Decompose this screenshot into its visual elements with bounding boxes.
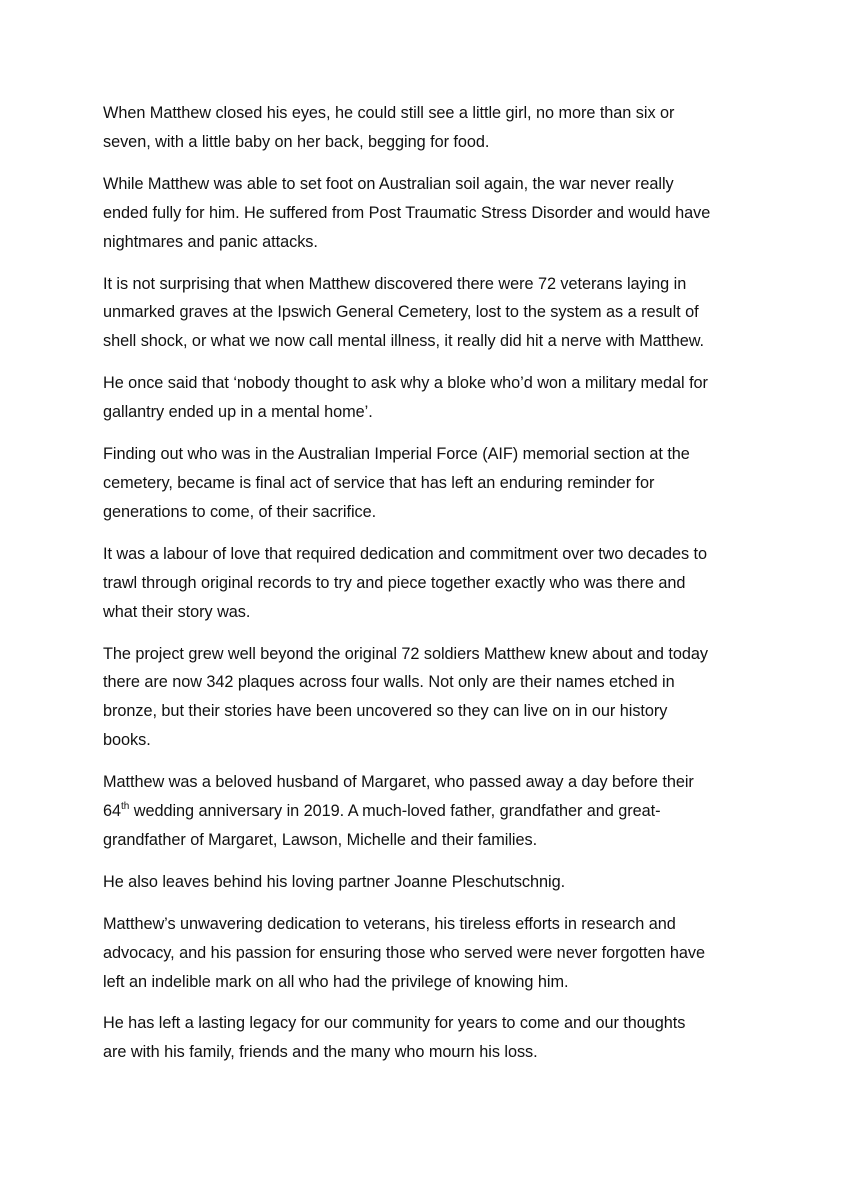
text-line: Matthew was a beloved husband of Margaret, who passed away a day before their [103, 773, 694, 792]
text-line: The project grew well beyond the original 72 soldiers Matthew knew about and today [103, 644, 708, 663]
text-line: trawl through original records to try and piece together exactly who was there and [103, 573, 686, 592]
text-line [103, 797, 763, 826]
text-line: When Matthew closed his eyes, he could still see a little girl, no more than six or [103, 104, 675, 122]
text-line: cemetery, became is final act of service that has left an enduring reminder for [103, 473, 655, 492]
text-line: It was a labour of love that required dedication and commitment over two decades to [103, 544, 708, 563]
paragraph-dedication [103, 910, 763, 997]
document-page [103, 99, 763, 1080]
text-line: Finding out who was in the Australian Imperial Force (AIF) memorial section at the [103, 445, 690, 464]
anniversary-number: 64 [103, 802, 122, 821]
paragraph-ptsd [103, 170, 763, 257]
paragraph-labour-of-love [103, 540, 763, 627]
text-line: grandfather of Margaret, Lawson, Michelle and their families. [103, 830, 538, 849]
text-line: gallantry ended up in a mental home’. [103, 403, 373, 422]
text-line: there are now 342 plaques across four walls. Not only are their names etched in [103, 673, 675, 692]
paragraph-aif-memorial [103, 440, 763, 527]
text-line: left an indelible mark on all who had the privilege of knowing him. [103, 972, 569, 991]
ordinal-superscript: th [121, 800, 130, 812]
text-line-rest: wedding anniversary in 2019. A much-loved father, grandfather and great- [129, 802, 661, 821]
paragraph-partner [103, 868, 763, 897]
text-line: It is not surprising that when Matthew discovered there were 72 veterans laying in [103, 274, 687, 293]
paragraph-unmarked-graves [103, 270, 763, 357]
paragraph-quote [103, 369, 763, 427]
text-line: ended fully for him. He suffered from Post Traumatic Stress Disorder and would have [103, 203, 711, 222]
text-line: advocacy, and his passion for ensuring those who served were never forgotten have [103, 943, 706, 962]
paragraph-legacy [103, 1009, 763, 1067]
text-line: books. [103, 731, 151, 750]
paragraph-project [103, 640, 763, 756]
text-line: generations to come, of their sacrifice. [103, 502, 377, 521]
paragraph-family [103, 768, 763, 855]
text-line: unmarked graves at the Ipswich General Cemetery, lost to the system as a result of [103, 303, 699, 322]
text-line: bronze, but their stories have been uncovered so they can live on in our history [103, 702, 668, 721]
text-line: are with his family, friends and the many who mourn his loss. [103, 1043, 538, 1062]
paragraph-memory [103, 99, 763, 157]
text-line: He has left a lasting legacy for our community for years to come and our thoughts [103, 1014, 686, 1033]
text-line: Matthew’s unwavering dedication to veterans, his tireless efforts in research and [103, 914, 676, 933]
text-line: While Matthew was able to set foot on Australian soil again, the war never really [103, 174, 674, 193]
text-line: He also leaves behind his loving partner Joanne Pleschutschnig. [103, 872, 566, 891]
text-line: nightmares and panic attacks. [103, 232, 318, 251]
text-line: He once said that ‘nobody thought to ask why a bloke who’d won a military medal for [103, 374, 708, 393]
text-line: shell shock, or what we now call mental illness, it really did hit a nerve with Matthew. [103, 332, 704, 351]
text-line: what their story was. [103, 602, 251, 621]
text-line: seven, with a little baby on her back, begging for food. [103, 132, 490, 151]
